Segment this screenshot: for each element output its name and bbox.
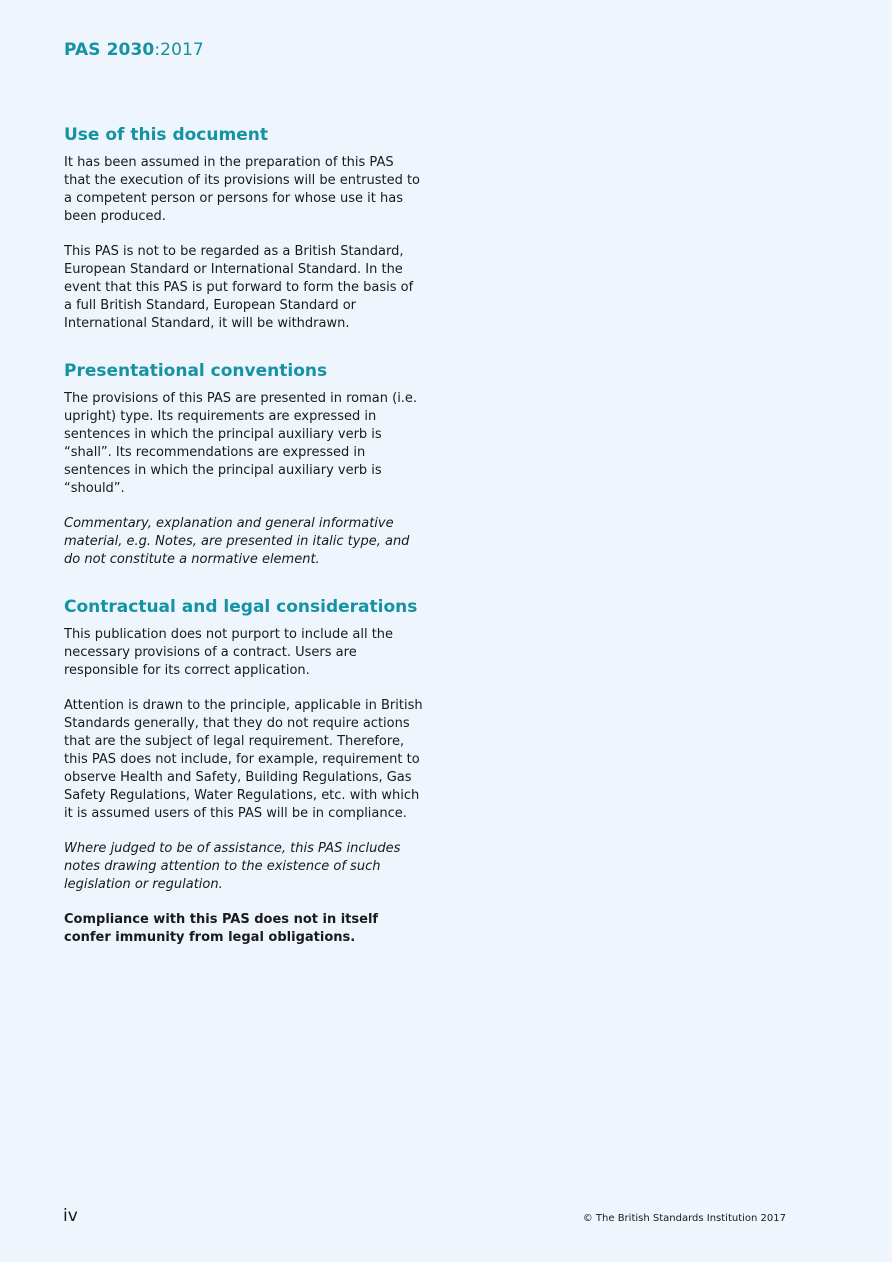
section-contractual-legal [64,596,424,947]
paragraph: The provisions of this PAS are presented in roman (i.e. upright) type. Its requirements are expressed in sentences in which the principal auxiliary verb is “shall”. Its recommendations are expressed in sentences in which the principal auxiliary verb is “should”. [64,391,418,496]
document-year: :2017 [154,40,204,60]
page-number: iv [63,1206,78,1226]
paragraph: It has been assumed in the preparation of this PAS that the execution of its provisions will be entrusted to a competent person or persons for whose use it has been produced. [64,155,421,224]
italic-note-paragraph: Where judged to be of assistance, this PAS includes notes drawing attention to the existence of such legislation or regulation. [64,841,401,892]
section-use-of-document [64,124,424,333]
paragraph: Attention is drawn to the principle, applicable in British Standards generally, that they do not require actions that are the subject of legal requirement. Therefore, this PAS does not include, for example, requirement to observe Health and Safety, Building Regulations, Gas Safety Regulations, Water Regulations, etc. with which it is assumed users of this PAS will be in compliance. [64,698,423,821]
section-presentational-conventions [64,360,424,569]
paragraph: This publication does not purport to include all the necessary provisions of a contract. Users are responsible for its correct application. [64,627,394,678]
document-code: PAS 2030 [64,40,155,60]
italic-note-paragraph: Commentary, explanation and general informative material, e.g. Notes, are presented in italic type, and do not constitute a normative element. [64,516,410,567]
bold-statement-paragraph: Compliance with this PAS does not in itself confer immunity from legal obligations. [64,912,379,945]
running-head [64,40,204,60]
copyright-notice: © The British Standards Institution 2017 [582,1213,786,1224]
section-heading: Presentational conventions [64,361,328,381]
section-heading: Contractual and legal considerations [64,597,418,617]
main-content [64,124,424,964]
section-heading: Use of this document [64,125,268,145]
paragraph: This PAS is not to be regarded as a British Standard, European Standard or International Standard. In the event that this PAS is put forward to form the basis of a full British Standard, European Standard or International Standard, it will be withdrawn. [64,244,414,331]
